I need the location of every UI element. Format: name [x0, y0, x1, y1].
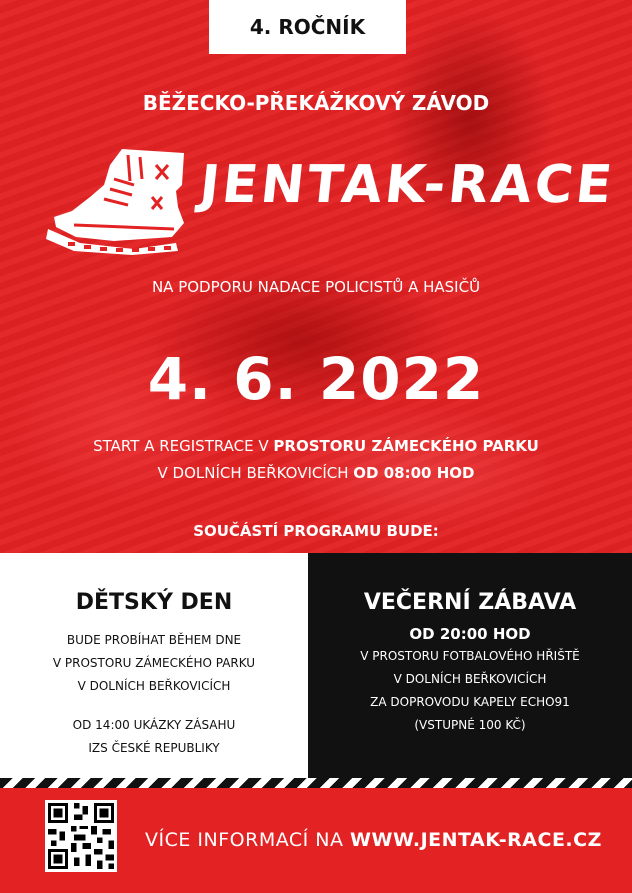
program-heading: SOUČÁSTÍ PROGRAMU BUDE:: [193, 522, 439, 540]
kids-day-line: V DOLNÍCH BEŘKOVICÍCH: [77, 679, 231, 693]
more-info-text: [145, 829, 602, 851]
start-info: [0, 433, 632, 487]
hazard-stripe-divider: [0, 778, 632, 788]
start-line1-prefix: START A REGISTRACE V: [93, 437, 274, 455]
more-info-prefix: VÍCE INFORMACÍ NA: [145, 829, 351, 851]
evening-line: V PROSTORU FOTBALOVÉHO HŘIŠTĚ: [360, 649, 580, 663]
qr-code-icon[interactable]: [45, 800, 117, 872]
running-boot-icon: [44, 145, 194, 255]
kids-day-section: [0, 553, 308, 778]
kids-day-line: BUDE PROBÍHAT BĚHEM DNE: [66, 633, 242, 647]
evening-title: VEČERNÍ ZÁBAVA: [363, 590, 577, 615]
evening-line: ZA DOPROVODU KAPELY ECHO91: [370, 695, 570, 709]
evening-party-section: [308, 553, 632, 778]
kids-day-text: [0, 629, 308, 760]
race-subtitle: BĚŽECKO-PŘEKÁŽKOVÝ ZÁVOD: [142, 91, 490, 115]
start-line1-location: PROSTORU ZÁMECKÉHO PARKU: [273, 437, 539, 455]
kids-day-line: OD 14:00 UKÁZKY ZÁSAHU: [72, 718, 236, 732]
start-line2-prefix: V DOLNÍCH BEŘKOVICÍCH: [157, 464, 354, 482]
race-name: JENTAK-RACE: [196, 155, 618, 215]
support-text: NA PODPORU NADACE POLICISTŮ A HASIČŮ: [151, 278, 481, 296]
evening-time: OD 20:00 HOD: [409, 625, 531, 643]
kids-day-line: V PROSTORU ZÁMECKÉHO PARKU: [52, 656, 256, 670]
evening-line: V DOLNÍCH BEŘKOVICÍCH: [393, 672, 547, 686]
footer: [0, 788, 632, 893]
website-link[interactable]: WWW.JENTAK-RACE.CZ: [350, 829, 602, 851]
kids-day-title: DĚTSKÝ DEN: [75, 590, 233, 615]
start-time: OD 08:00 HOD: [353, 464, 475, 482]
kids-day-line: IZS ČESKÉ REPUBLIKY: [88, 741, 220, 755]
edition-badge: 4. ROČNÍK: [209, 0, 406, 54]
evening-line: (VSTUPNÉ 100 KČ): [414, 718, 526, 732]
race-date: 4. 6. 2022: [147, 345, 485, 413]
evening-text: [308, 645, 632, 737]
